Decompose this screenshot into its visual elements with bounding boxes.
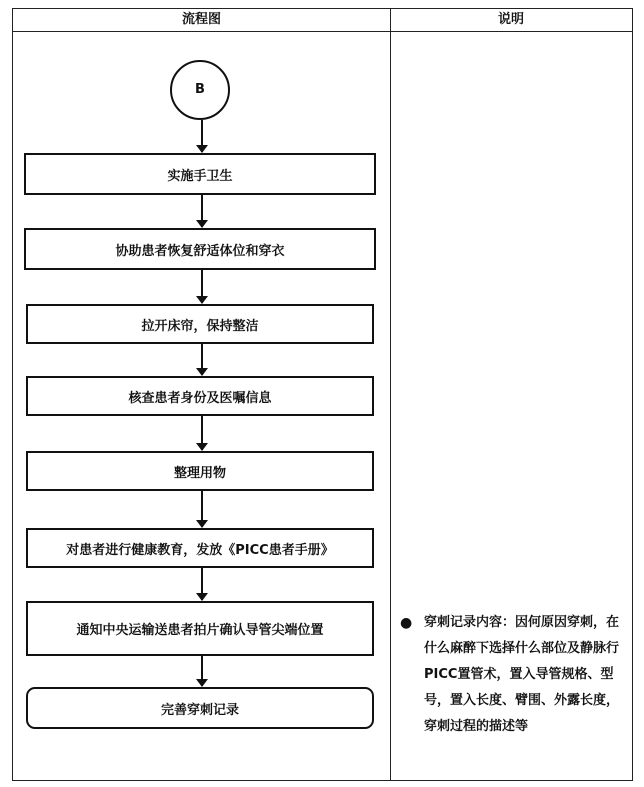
step-verify-identity: 核查患者身份及医嘱信息 [26, 376, 374, 416]
arrow-step7-to-step8 [201, 656, 203, 686]
step-complete-record: 完善穿刺记录 [26, 687, 374, 729]
header-divider [13, 31, 632, 32]
arrow-step3-to-step4 [201, 344, 203, 375]
header-description: 说明 [497, 12, 524, 27]
arrow-step1-to-step2 [201, 195, 203, 227]
arrow-connector-to-step1 [201, 120, 203, 152]
column-divider [390, 9, 391, 780]
step-restore-position: 协助患者恢复舒适体位和穿衣 [24, 228, 376, 270]
arrow-step2-to-step3 [201, 270, 203, 303]
step-open-curtain: 拉开床帘，保持整洁 [26, 304, 374, 344]
header-flowchart: 流程图 [181, 12, 221, 27]
step-health-education: 对患者进行健康教育，发放《PICC患者手册》 [26, 528, 374, 568]
step-tidy-supplies: 整理用物 [26, 451, 374, 491]
note-text: 穿刺记录内容：因何原因穿刺，在什么麻醉下选择什么部位及静脉行PICC置管术，置入导管规格、型号，置入长度、臂围、外露长度，穿刺过程的描述等 [424, 615, 620, 734]
arrow-step6-to-step7 [201, 568, 203, 600]
step-xray-confirmation: 通知中央运输送患者拍片确认导管尖端位置 [26, 601, 374, 656]
connector-circle-b: B [170, 60, 230, 120]
bullet-icon: ● [400, 615, 413, 631]
arrow-step5-to-step6 [201, 491, 203, 527]
step-hand-hygiene: 实施手卫生 [24, 153, 376, 195]
arrow-step4-to-step5 [201, 416, 203, 450]
